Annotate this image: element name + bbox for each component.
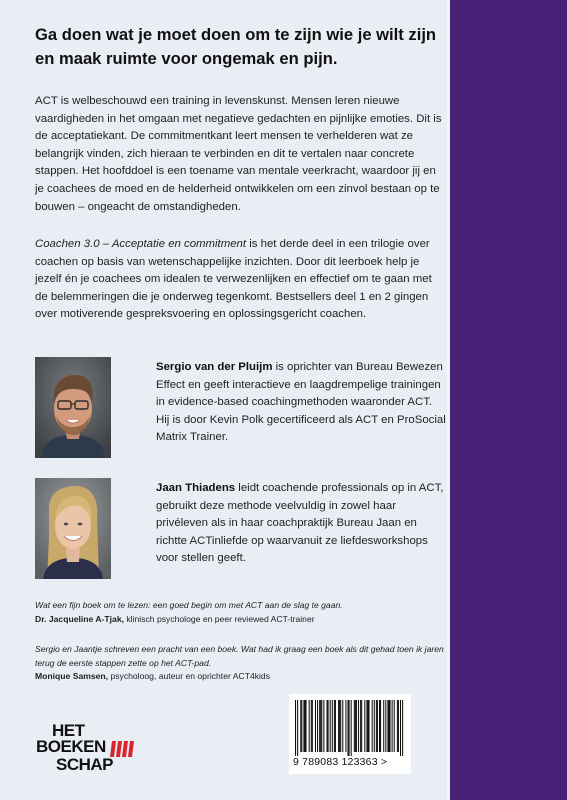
barcode-bar bbox=[383, 700, 384, 752]
trilogy-text: is het derde deel in een trilogie over coachen op basis van wetenschappelijke inzichten. Door dit leerboek help je jezelf én je coachees om idealen te verwezenlijken en effectief om te gaan met de belemmeringen die je onderweg tegenkomt. Bestsellers deel 1 en 2 gingen over motiverende gespreksvoering en oplossingsgericht coachen. bbox=[35, 238, 432, 321]
barcode-bar bbox=[358, 700, 359, 752]
book-title: Coachen 3.0 – Acceptatie en commitment bbox=[35, 238, 247, 250]
barcode-bar bbox=[376, 700, 377, 752]
logo-text-schap: SCHAP bbox=[56, 755, 114, 774]
barcode-bar bbox=[301, 700, 302, 752]
barcode-bar bbox=[300, 700, 301, 752]
logo-text-boeken: BOEKEN bbox=[36, 737, 106, 756]
barcode-bar bbox=[339, 700, 340, 752]
isbn-number: 9 789083 123363 > bbox=[293, 756, 388, 768]
quote-text: Sergio en Jaantje schreven een pracht van een boek. Wat had ik graag een boek als dit gehad toen ik jaren terug de eerste stappen zette op het ACT-pad. bbox=[35, 644, 444, 668]
barcode-bar bbox=[402, 700, 403, 756]
barcode-bar bbox=[400, 700, 401, 756]
author-photo-sergio bbox=[35, 357, 111, 458]
author-bio-sergio bbox=[156, 359, 446, 447]
author-bio-text: leidt coachende professionals op in ACT, gebruikt deze methode veelvuldig in zowel haar privéleven als in haar coachpraktijk Bureau Jaan en richtte ACTinliefde op waarvanuit ze liefdesworkshops voor stellen geeft. bbox=[156, 482, 444, 565]
barcode-bar bbox=[372, 700, 373, 752]
logo-text-het: HET bbox=[52, 721, 85, 740]
barcode-bar bbox=[356, 700, 357, 752]
barcode-bar bbox=[390, 700, 391, 752]
barcode-bar bbox=[303, 700, 304, 752]
publisher-logo bbox=[36, 722, 146, 778]
barcode-bar bbox=[320, 700, 321, 752]
author-name: Sergio van der Pluijm bbox=[156, 361, 273, 373]
barcode-bar bbox=[374, 700, 375, 752]
barcode-bar bbox=[319, 700, 320, 752]
barcode-bar bbox=[360, 700, 361, 752]
barcode-bar bbox=[335, 700, 336, 752]
barcode-bar bbox=[306, 700, 307, 752]
quote-role: psycholoog, auteur en oprichter ACT4kids bbox=[108, 671, 271, 682]
quote-author: Dr. Jacqueline A-Tjak, bbox=[35, 613, 124, 624]
barcode-bar bbox=[369, 700, 370, 752]
barcode-bar bbox=[379, 700, 380, 752]
barcode-bar bbox=[334, 700, 335, 752]
barcode-bar bbox=[388, 700, 389, 752]
barcode-bar bbox=[394, 700, 395, 752]
author-bio-text: is oprichter van Bureau Bewezen Effect en geeft interactieve en laagdrempelige trainingen in evidence-based coachingmethoden waaronder ACT. Hij is door Kevin Polk gecertificeerd als ACT en ProSocial Matrix Trainer. bbox=[156, 361, 446, 444]
barcode-bar bbox=[332, 700, 333, 752]
barcode-bar bbox=[361, 700, 362, 752]
barcode-bar bbox=[351, 700, 352, 756]
review-quote-2 bbox=[35, 643, 445, 684]
author-bio-jaan bbox=[156, 480, 446, 568]
barcode-bar bbox=[366, 700, 367, 752]
author-portrait-man bbox=[35, 357, 111, 458]
barcode-bar bbox=[342, 700, 343, 752]
barcode-bar bbox=[377, 700, 378, 752]
review-quote-1 bbox=[35, 599, 445, 626]
barcode-bar bbox=[317, 700, 318, 752]
author-photo-jaan bbox=[35, 478, 111, 579]
barcode-bar bbox=[338, 700, 339, 752]
barcode-bar bbox=[348, 700, 349, 756]
barcode-bar bbox=[309, 700, 310, 752]
isbn-barcode bbox=[289, 694, 411, 774]
quote-role: klinisch psychologe en peer reviewed ACT-trainer bbox=[124, 613, 315, 624]
logo-books-icon bbox=[110, 740, 136, 758]
barcode-bar bbox=[345, 700, 346, 752]
intro-paragraph: ACT is welbeschouwd een training in levenskunst. Mensen leren nieuwe vaardigheden in het omgaan met negatieve gedachten en pijnlijke emoties. Dit is de acceptatiekant. De commitmentkant leert mensen te verhelderen wat ze belangrijk vinden, zich hieraan te verbinden en dit te vertalen naar concrete stappen. Het hoofddoel is een toename van mentale veerkracht, waardoor jij en je coachees de moed en de helderheid ontwikkelen om een zinvol bestaan op te bouwen – ongeacht de omstandigheden. bbox=[35, 95, 442, 213]
barcode-bar bbox=[328, 700, 329, 752]
barcode-bar bbox=[387, 700, 388, 752]
headline: Ga doen wat je moet doen om te zijn wie je wilt zijn en maak ruimte voor ongemak en pijn. bbox=[35, 25, 437, 68]
barcode-bar bbox=[304, 700, 305, 752]
barcode-bar bbox=[312, 700, 313, 752]
barcode-bar bbox=[354, 700, 355, 752]
barcode-bar bbox=[327, 700, 328, 752]
barcode-bar bbox=[364, 700, 365, 752]
barcode-bar bbox=[398, 700, 399, 752]
barcode-bar bbox=[330, 700, 331, 752]
barcode-bar bbox=[355, 700, 356, 752]
barcode-bar bbox=[380, 700, 381, 752]
barcode-bar bbox=[340, 700, 341, 752]
barcode-bar bbox=[297, 700, 298, 756]
barcode-bar bbox=[315, 700, 316, 752]
trilogy-paragraph bbox=[35, 236, 443, 324]
barcode-bar bbox=[321, 700, 322, 752]
barcode-bar bbox=[385, 700, 386, 752]
book-spine bbox=[450, 0, 567, 800]
author-name: Jaan Thiadens bbox=[156, 482, 236, 494]
barcode-icon bbox=[295, 700, 405, 756]
barcode-bar bbox=[397, 700, 398, 752]
barcode-bar bbox=[367, 700, 368, 752]
author-portrait-woman bbox=[35, 478, 111, 579]
quote-text: Wat een fijn boek om te lezen: een goed begin om met ACT aan de slag te gaan. bbox=[35, 600, 343, 610]
quote-author: Monique Samsen, bbox=[35, 671, 109, 682]
barcode-bar bbox=[323, 700, 324, 752]
barcode-bar bbox=[295, 700, 296, 756]
barcode-bar bbox=[392, 700, 393, 752]
barcode-bar bbox=[311, 700, 312, 752]
barcode-bar bbox=[349, 700, 350, 756]
